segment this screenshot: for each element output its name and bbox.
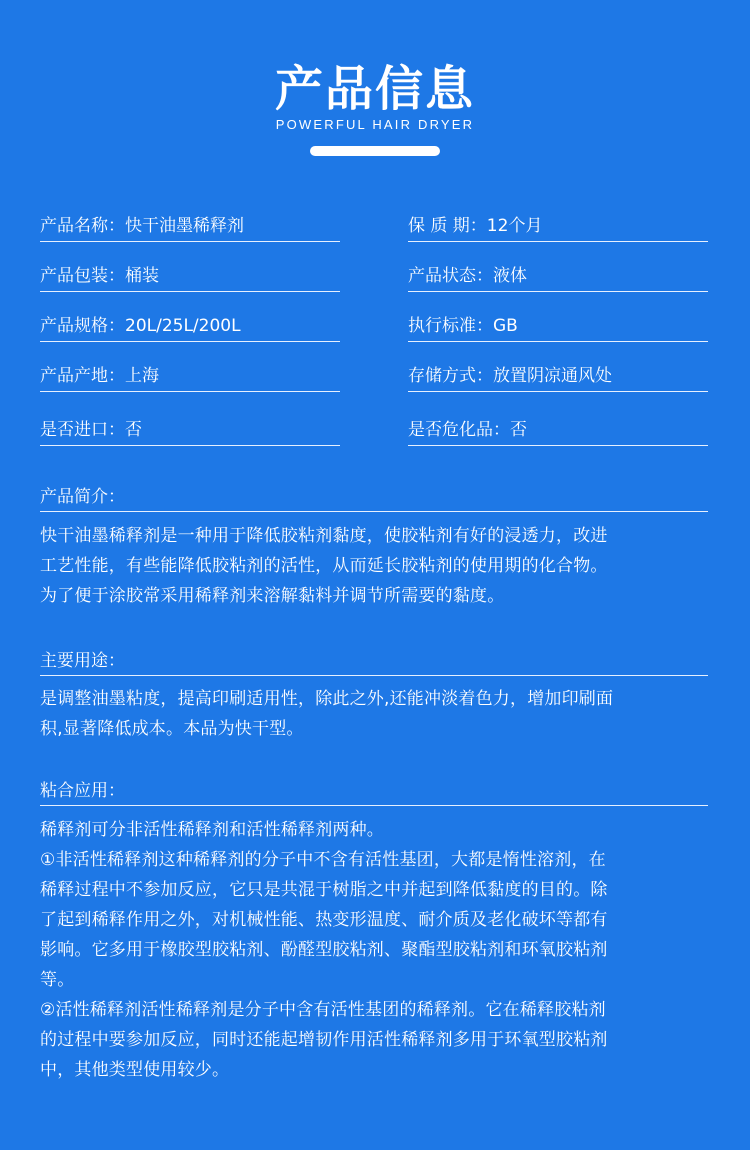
field-product-name: 产品名称：快干油墨稀释剂 <box>40 211 340 242</box>
paragraph-line: 积,显著降低成本。本品为快干型。 <box>40 719 304 739</box>
paragraph-line: 影响。它多用于橡胶型胶粘剂、酚醛型胶粘剂、聚酯型胶粘剂和环氧胶粘剂 <box>40 940 608 960</box>
title-underline-bar <box>310 146 440 156</box>
page-subtitle: POWERFUL HAIR DRYER <box>275 117 475 132</box>
paragraph-line: ①非活性稀释剂这种稀释剂的分子中不含有活性基团，大都是惰性溶剂，在 <box>40 850 606 870</box>
paragraph-line: 的过程中要参加反应，同时还能起增韧作用活性稀释剂多用于环氧型胶粘剂 <box>40 1030 608 1050</box>
paragraph-line: 了起到稀释作用之外，对机械性能、热变形温度、耐介质及老化破坏等都有 <box>40 910 608 930</box>
section-body-application <box>40 815 715 1085</box>
field-packaging: 产品包装：桶装 <box>40 261 340 292</box>
field-state: 产品状态：液体 <box>408 261 708 292</box>
paragraph-line: ②活性稀释剂活性稀释剂是分子中含有活性基团的稀释剂。它在稀释胶粘剂 <box>40 1000 606 1020</box>
field-standard: 执行标准：GB <box>408 311 708 342</box>
field-hazardous: 是否危化品：否 <box>408 415 708 446</box>
section-heading-application: 粘合应用： <box>40 777 708 806</box>
paragraph-line: 工艺性能，有些能降低胶粘剂的活性，从而延长胶粘剂的使用期的化合物。 <box>40 556 608 576</box>
field-specification: 产品规格：20L/25L/200L <box>40 311 340 342</box>
paragraph-line: 等。 <box>40 970 75 990</box>
field-imported: 是否进口：否 <box>40 415 340 446</box>
paragraph-line: 中，其他类型使用较少。 <box>40 1060 230 1080</box>
paragraph-line: 稀释剂可分非活性稀释剂和活性稀释剂两种。 <box>40 820 384 840</box>
page-title: 产品信息 <box>274 61 475 117</box>
paragraph-line: 稀释过程中不参加反应，它只是共混于树脂之中并起到降低黏度的目的。除 <box>40 880 608 900</box>
field-shelf-life: 保 质 期：12个月 <box>408 211 708 242</box>
paragraph-line: 为了便于涂胶常采用稀释剂来溶解黏料并调节所需要的黏度。 <box>40 586 505 606</box>
field-storage: 存储方式：放置阴凉通风处 <box>408 361 708 392</box>
paragraph-line: 快干油墨稀释剂是一种用于降低胶粘剂黏度，使胶粘剂有好的浸透力，改进 <box>40 526 608 546</box>
section-heading-intro: 产品简介： <box>40 483 708 512</box>
section-heading-usage: 主要用途： <box>40 647 708 676</box>
paragraph-line: 是调整油墨粘度，提高印刷适用性，除此之外,还能冲淡着色力，增加印刷面 <box>40 689 614 709</box>
field-origin: 产品产地：上海 <box>40 361 340 392</box>
section-body-intro <box>40 521 715 611</box>
section-body-usage <box>40 684 715 744</box>
